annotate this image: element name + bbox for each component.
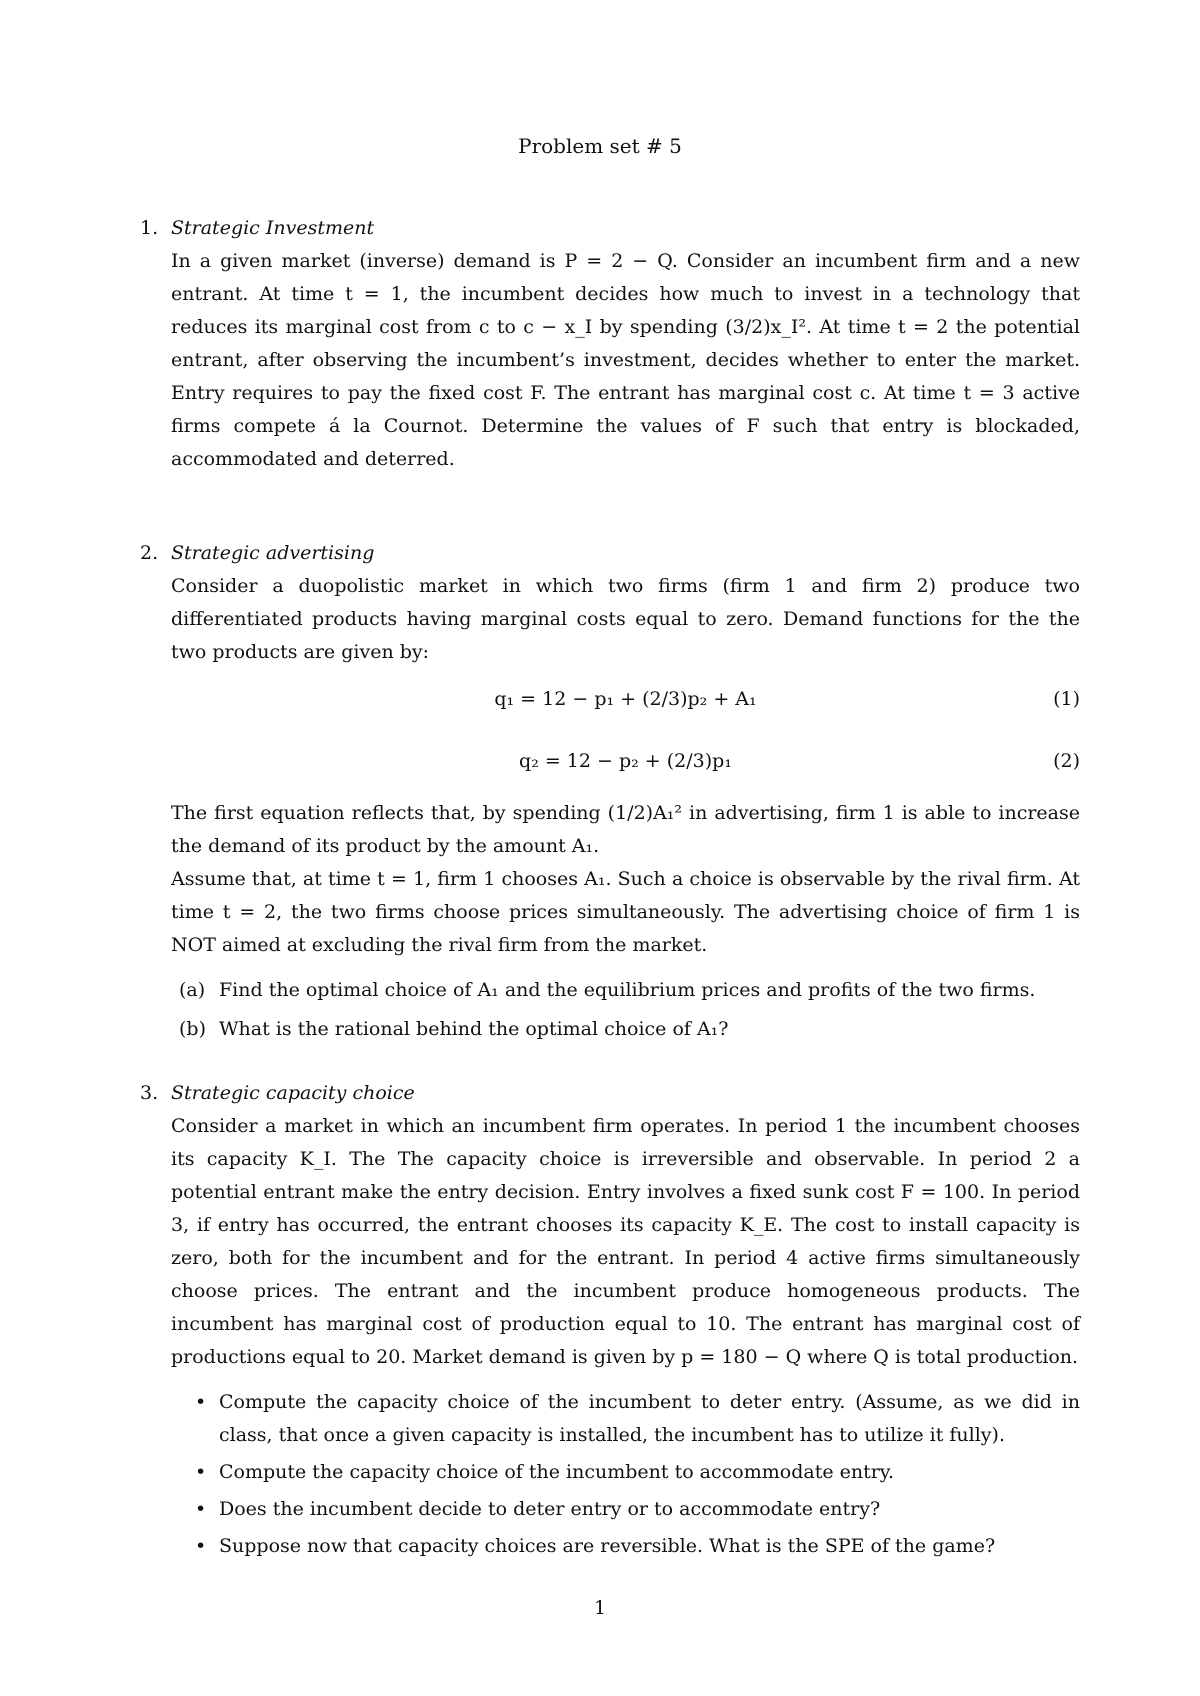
list-item bbox=[171, 1386, 1080, 1452]
equation-expression: q₁ = 12 − p₁ + (2/3)p₂ + A₁ bbox=[494, 688, 757, 710]
page-title: Problem set # 5 bbox=[518, 134, 682, 158]
problem-1 bbox=[140, 212, 1080, 476]
equation-label: (2) bbox=[1053, 750, 1080, 772]
problem-heading: Strategic capacity choice bbox=[171, 1082, 415, 1104]
bullet-list bbox=[171, 1386, 1080, 1563]
bullet-icon: • bbox=[195, 1498, 207, 1520]
problem-text: In a given market (inverse) demand is P = 2 − Q. Consider an incumbent firm and a new entrant. At time t = 1, the incumbent decides how much to invest in a technology that reduces its marginal cost from c to c − x_I by spending (3/2)x_I². At time t = 2 the potential entrant, after observing the incumbent’s investment, decides whether to enter the market. Entry requires to pay the fixed cost F. The entrant has marginal cost c. At time t = 3 active firms compete á la Cournot. Determine the values of F such that entry is blockaded, accommodated and deterred. bbox=[171, 250, 1080, 470]
list-item bbox=[171, 1013, 1080, 1046]
problem-number: 2. bbox=[140, 542, 159, 564]
subquestion-text: Find the optimal choice of A₁ and the equilibrium prices and profits of the two firms. bbox=[219, 979, 1036, 1001]
subquestion-label: (a) bbox=[179, 979, 206, 1001]
bullet-icon: • bbox=[195, 1391, 207, 1413]
subquestion-text: What is the rational behind the optimal choice of A₁? bbox=[219, 1018, 729, 1040]
problem-text-3: Assume that, at time t = 1, firm 1 chooses A₁. Such a choice is observable by the rival firm. At time t = 2, the two firms choose prices simultaneously. The advertising choice of firm 1 is NOT aimed at excluding the rival firm from the market. bbox=[171, 868, 1080, 956]
bullet-text: Suppose now that capacity choices are reversible. What is the SPE of the game? bbox=[219, 1535, 996, 1557]
equation-1 bbox=[171, 669, 1080, 731]
problem-text: Consider a duopolistic market in which two firms (firm 1 and firm 2) produce two differentiated products having marginal costs equal to zero. Demand functions for the the two products are given by: bbox=[171, 575, 1080, 663]
problem-3 bbox=[140, 1077, 1080, 1567]
subquestion-label: (b) bbox=[179, 1018, 206, 1040]
page-number: 1 bbox=[593, 1597, 607, 1619]
bullet-icon: • bbox=[195, 1535, 207, 1557]
problem-heading: Strategic Investment bbox=[171, 217, 375, 239]
bullet-text: Does the incumbent decide to deter entry or to accommodate entry? bbox=[219, 1498, 881, 1520]
problem-number: 3. bbox=[140, 1082, 159, 1104]
problem-text: Consider a market in which an incumbent firm operates. In period 1 the incumbent chooses its capacity K_I. The The capacity choice is irreversible and observable. In period 2 a potential entrant make the entry decision. Entry involves a fixed sunk cost F = 100. In period 3, if entry has occurred, the entrant chooses its capacity K_E. The cost to install capacity is zero, both for the incumbent and for the entrant. In period 4 active firms simultaneously choose prices. The entrant and the incumbent produce homogeneous products. The incumbent has marginal cost of production equal to 10. The entrant has marginal cost of productions equal to 20. Market demand is given by p = 180 − Q where Q is total production. bbox=[171, 1115, 1080, 1368]
problem-number: 1. bbox=[140, 217, 159, 239]
list-item bbox=[171, 1530, 1080, 1563]
list-item bbox=[171, 1456, 1080, 1489]
equation-expression: q₂ = 12 − p₂ + (2/3)p₁ bbox=[519, 750, 732, 772]
list-item bbox=[171, 974, 1080, 1007]
list-item bbox=[171, 1493, 1080, 1526]
problem-text-2: The first equation reflects that, by spending (1/2)A₁² in advertising, firm 1 is able to increase the demand of its product by the amount A₁. bbox=[171, 802, 1080, 857]
bullet-text: Compute the capacity choice of the incumbent to accommodate entry. bbox=[219, 1461, 895, 1483]
bullet-text: Compute the capacity choice of the incumbent to deter entry. (Assume, as we did in class, that once a given capacity is installed, the incumbent has to utilize it fully). bbox=[219, 1391, 1080, 1446]
equation-label: (1) bbox=[1053, 688, 1080, 710]
problem-heading: Strategic advertising bbox=[171, 542, 375, 564]
subquestion-list bbox=[171, 974, 1080, 1046]
bullet-icon: • bbox=[195, 1461, 207, 1483]
problem-2 bbox=[140, 537, 1080, 1052]
equation-2 bbox=[171, 731, 1080, 793]
